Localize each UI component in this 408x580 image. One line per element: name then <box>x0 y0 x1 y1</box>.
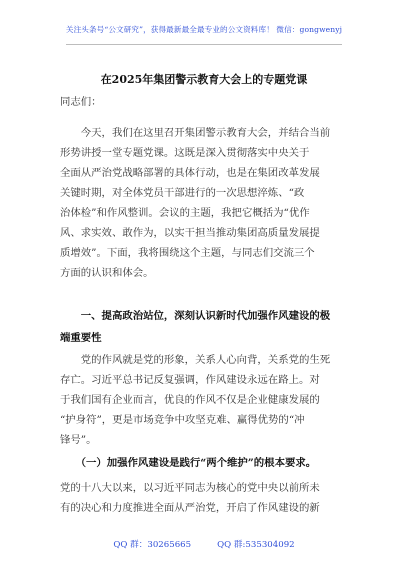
text-line: 关键时期，对全体党员干部进行的一次思想淬炼、“政 <box>60 187 305 199</box>
text-line: “护身符”，更是市场竞争中攻坚克难、赢得优势的“冲 <box>60 414 305 426</box>
paragraph-subsection-1 <box>60 478 352 518</box>
salutation <box>60 92 352 112</box>
text-line: 锋号”。 <box>60 434 97 446</box>
footer-qq-group-1: QQ 群：30265665 <box>113 540 192 550</box>
text-line: 有的决心和力度推进全面从严治党，开启了作风建设的新 <box>60 502 320 514</box>
paragraph-section-1 <box>60 350 352 450</box>
header-divider <box>66 44 342 45</box>
footer-qq-group-2: QQ 群:535304092 <box>217 540 295 550</box>
text-line: 党的作风就是党的形象，关系人心向背，关系党的生死 <box>60 354 331 366</box>
text-line: 全面从严治党战略部署的具体行动，也是在集团改革发展 <box>60 167 320 179</box>
text-line: 质增效”。下面，我将围绕这个主题，与同志们交流三个 <box>60 247 315 259</box>
subsection-heading-1: （一）加强作风建设是践行“两个维护”的根本要求。 <box>60 457 317 469</box>
heading-line: 一、提高政治站位，深刻认识新时代加强作风建设的极 <box>60 310 331 322</box>
text-line: 风、求实效、敢作为，以实干担当推动集团高质量发展提 <box>60 227 320 239</box>
text-line: 今天，我们在这里召开集团警示教育大会，并结合当前 <box>60 127 331 139</box>
footer <box>0 538 408 550</box>
text-line: 党的十八大以来，以习近平同志为核心的党中央以前所未 <box>60 482 320 494</box>
section-heading-1 <box>60 305 352 349</box>
text-line: 形势讲授一堂专题党课。这既是深入贯彻落实中央关于 <box>60 147 310 159</box>
text-line: 存亡。习近平总书记反复强调，作风建设永远在路上。对 <box>60 374 320 386</box>
document-title: 在2025年集团警示教育大会上的专题党课 <box>100 73 308 86</box>
text-line: 治体检”和作风整训。会议的主题，我把它概括为“优作 <box>60 207 310 219</box>
text-line: 于我们国有企业而言，优良的作风不仅是企业健康发展的 <box>60 394 320 406</box>
heading-line: 端重要性 <box>60 332 102 344</box>
header-banner: 关注头条号“公文研究”，获得最新最全最专业的公文资料库！ 微信：gongwenyj <box>65 25 343 34</box>
salutation-text: 同志们： <box>60 96 102 108</box>
text-line: 方面的认识和体会。 <box>60 267 154 279</box>
paragraph-intro <box>60 123 352 283</box>
